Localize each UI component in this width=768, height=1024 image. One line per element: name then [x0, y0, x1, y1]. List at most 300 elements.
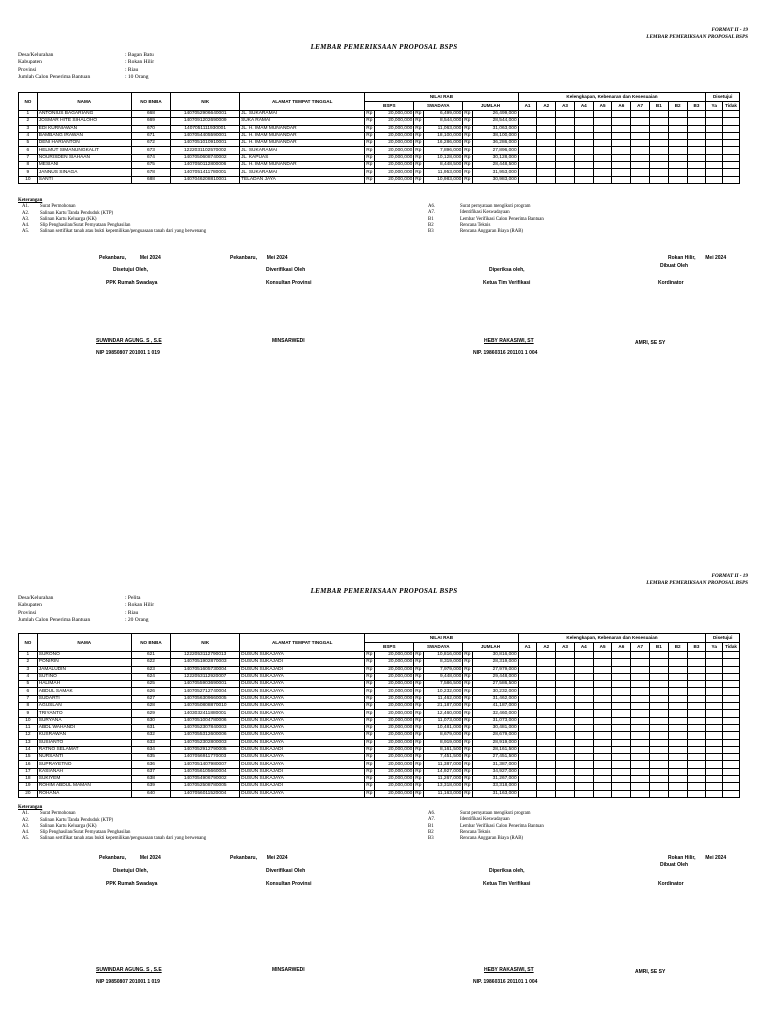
keterangan-text: Lembar Verifikasi Calon Penerima Bantuan [460, 216, 544, 222]
cell-nama: PONIRIN [37, 659, 131, 666]
cell-no: 10 [19, 176, 38, 183]
cell-currency: Rp [415, 111, 422, 117]
cell-alamat: DUSUN SUKAJAYA [240, 652, 365, 659]
diverifikasi-label: Diverifikasi Oleh [266, 868, 306, 874]
cell-check [518, 169, 537, 176]
cell-check [574, 761, 593, 768]
cell-check [556, 154, 575, 161]
cell-no: 17 [19, 768, 38, 775]
cell-no: 20 [19, 790, 38, 797]
cell-check [706, 169, 723, 176]
cell-check [706, 681, 723, 688]
cell-check [687, 111, 706, 118]
cell-currency: Rp [366, 659, 373, 665]
cell-check [723, 724, 740, 731]
cell-check [706, 717, 723, 724]
cell-check [537, 754, 556, 761]
konsultan-label: Konsultan Provinsi [266, 280, 312, 286]
cell-check [723, 111, 740, 118]
cell-check [612, 732, 631, 739]
cell-nama: TRIYANTO [37, 710, 131, 717]
cell-check [556, 132, 575, 139]
table-row [19, 169, 740, 176]
cell-bsps: 20,000,000 [374, 724, 414, 731]
cell-check [518, 132, 537, 139]
keterangan-code: A5. [22, 836, 30, 842]
signer-3-nip: NIP. 19860316 201101 1 004 [473, 350, 538, 356]
cell-check [706, 710, 723, 717]
cell-nama: DENI HARIANTON [37, 140, 131, 147]
cell-nik: 1407051902870003 [171, 659, 240, 666]
keterangan-code: A2. [22, 817, 30, 823]
col-no: NO [19, 634, 38, 652]
cell-no: 12 [19, 732, 38, 739]
cell-no: 11 [19, 724, 38, 731]
cell-bnba: 640 [131, 790, 171, 797]
cell-jumlah: 32,460,000 [472, 710, 518, 717]
cell-swadaya: 9,448,000 [423, 673, 463, 680]
cell-currency: Rp [415, 176, 422, 182]
location-info [18, 595, 154, 624]
cell-nik: 1407056309660005 [171, 695, 240, 702]
cell-check [631, 724, 650, 731]
cell-alamat: DUSUN SUKAJAYA [240, 732, 365, 739]
place-date-3: Rokan Hilir, Mei 2024 [668, 855, 727, 861]
diverifikasi-label: Diverifikasi Oleh [266, 267, 306, 273]
cell-check [593, 695, 612, 702]
cell-bnba: 621 [131, 652, 171, 659]
cell-currency: Rp [366, 761, 373, 767]
cell-check [668, 140, 687, 147]
cell-currency: Rp [366, 739, 373, 745]
keterangan-text: Lembar Verifikasi Calon Penerima Bantuan [460, 823, 544, 829]
col-swadaya: SWADAYA [414, 643, 463, 652]
cell-nik: 1407050608740002 [171, 154, 240, 161]
keterangan-code: A4. [22, 223, 30, 229]
cell-bnba: 631 [131, 724, 171, 731]
cell-nik: 1407056911770003 [171, 754, 240, 761]
cell-check [574, 673, 593, 680]
cell-bsps: 20,000,000 [374, 118, 414, 125]
cell-jumlah: 30,232,000 [472, 688, 518, 695]
cell-nama: BAMBANG IRAWAN [37, 132, 131, 139]
cell-check [706, 724, 723, 731]
cell-check [537, 652, 556, 659]
cell-check [518, 652, 537, 659]
cell-bnba: 630 [131, 717, 171, 724]
col-check: A7 [631, 102, 650, 111]
cell-nama: SUTINO [37, 673, 131, 680]
cell-bsps: 20,000,000 [374, 673, 414, 680]
cell-swadaya: 10,983,000 [423, 176, 463, 183]
cell-check [668, 132, 687, 139]
format-code: FORMAT II - 19 [711, 573, 748, 579]
info-row [18, 67, 154, 74]
col-no: NO [19, 93, 38, 111]
cell-check [537, 717, 556, 724]
cell-alamat: DUSUN SUKAJAYA [240, 710, 365, 717]
cell-currency: Rp [415, 169, 422, 175]
proposal-table [18, 92, 740, 184]
place-date-1: Pekanbaru, Mei 2024 [99, 255, 161, 261]
proposal-table [18, 633, 740, 798]
document-title: LEMBAR PEMERIKSAAN PROPOSAL BSPS [310, 43, 458, 51]
cell-check [668, 717, 687, 724]
cell-check [556, 746, 575, 753]
cell-bsps: 20,000,000 [374, 176, 414, 183]
cell-check [518, 176, 537, 183]
cell-currency: Rp [415, 162, 422, 168]
cell-currency: Rp [464, 754, 471, 760]
cell-alamat: JL. KAPUAS [240, 154, 365, 161]
cell-check [518, 688, 537, 695]
cell-bsps: 20,000,000 [374, 717, 414, 724]
cell-bsps: 20,000,000 [374, 790, 414, 797]
cell-check [649, 681, 668, 688]
cell-check [687, 140, 706, 147]
cell-check [706, 746, 723, 753]
cell-check [687, 746, 706, 753]
cell-check [556, 732, 575, 739]
cell-nik: 1222053112920007 [171, 673, 240, 680]
info-label: Desa/Kelurahan [18, 52, 54, 58]
cell-nik: 1403032411880001 [171, 710, 240, 717]
col-check: A4 [574, 102, 593, 111]
cell-jumlah: 28,448,500 [472, 162, 518, 169]
cell-currency: Rp [366, 732, 373, 738]
cell-check [723, 703, 740, 710]
keterangan-code: A2. [22, 210, 30, 216]
cell-check [649, 659, 668, 666]
cell-currency: Rp [415, 717, 422, 723]
col-check: B1 [649, 643, 668, 652]
cell-currency: Rp [464, 125, 471, 131]
cell-check [518, 710, 537, 717]
keterangan-text: Rencana Teknis [460, 222, 491, 228]
keterangan-heading: Keterangan [18, 198, 43, 203]
cell-check [687, 147, 706, 154]
cell-bnba: 678 [131, 169, 171, 176]
disetujui-label: Disetujui Oleh, [113, 868, 149, 874]
cell-no: 4 [19, 132, 38, 139]
table-row [19, 666, 740, 673]
cell-check [518, 761, 537, 768]
cell-currency: Rp [464, 710, 471, 716]
cell-bsps: 20,000,000 [374, 140, 414, 147]
cell-check [631, 176, 650, 183]
cell-check [574, 125, 593, 132]
cell-check [723, 681, 740, 688]
keterangan-text: Surat pernyataan mengikuti program [460, 811, 531, 816]
cell-check [668, 176, 687, 183]
cell-currency: Rp [415, 754, 422, 760]
cell-jumlah: 28,544,000 [472, 118, 518, 125]
cell-check [612, 790, 631, 797]
col-check: A7 [631, 643, 650, 652]
cell-no: 3 [19, 666, 38, 673]
cell-jumlah: 30,481,000 [472, 724, 518, 731]
cell-check [556, 125, 575, 132]
cell-bsps: 20,000,000 [374, 732, 414, 739]
cell-check [537, 724, 556, 731]
cell-nama: SANTI [37, 176, 131, 183]
cell-check [593, 673, 612, 680]
keterangan-text: Slip Penghasilan/Surat Pernyataan Penghasilan [40, 223, 131, 229]
cell-bsps: 20,000,000 [374, 768, 414, 775]
cell-swadaya: 11,953,000 [423, 169, 463, 176]
cell-check [649, 140, 668, 147]
cell-no: 7 [19, 695, 38, 702]
cell-jumlah: 28,919,000 [472, 739, 518, 746]
cell-currency: Rp [415, 768, 422, 774]
cell-nik: 1222053112790013 [171, 652, 240, 659]
cell-bnba: 639 [131, 783, 171, 790]
col-check: A5 [593, 643, 612, 652]
cell-currency: Rp [464, 703, 471, 709]
cell-no: 1 [19, 111, 38, 118]
cell-no: 5 [19, 681, 38, 688]
info-label: Provinsi [18, 66, 37, 73]
cell-check [668, 739, 687, 746]
cell-bsps: 20,000,000 [374, 154, 414, 161]
cell-check [518, 118, 537, 125]
cell-currency: Rp [415, 703, 422, 709]
cell-bsps: 20,000,000 [374, 652, 414, 659]
cell-currency: Rp [464, 162, 471, 168]
cell-no: 9 [19, 169, 38, 176]
cell-jumlah: 29,448,000 [472, 673, 518, 680]
cell-check [537, 132, 556, 139]
cell-currency: Rp [415, 681, 422, 687]
cell-nik: 1407052906640001 [171, 111, 240, 118]
cell-currency: Rp [415, 747, 422, 752]
cell-check [687, 790, 706, 797]
cell-check [537, 739, 556, 746]
cell-check [631, 652, 650, 659]
cell-check [687, 673, 706, 680]
diperiksa-label: Diperiksa oleh, [489, 868, 525, 874]
cell-check [631, 776, 650, 783]
table-row [19, 162, 740, 169]
keterangan-left [18, 198, 206, 236]
table-row [19, 688, 740, 695]
cell-check [593, 732, 612, 739]
cell-check [723, 169, 740, 176]
cell-check [687, 761, 706, 768]
table-row [19, 732, 740, 739]
cell-check [612, 739, 631, 746]
cell-check [612, 111, 631, 118]
cell-check [612, 125, 631, 132]
keterangan-code: B3 [428, 229, 434, 235]
cell-bnba: 622 [131, 659, 171, 666]
cell-check [612, 703, 631, 710]
info-value: : Rokan Hilir [125, 602, 155, 609]
cell-currency: Rp [415, 725, 422, 731]
cell-check [706, 147, 723, 154]
cell-check [574, 695, 593, 702]
cell-currency: Rp [464, 154, 471, 160]
cell-currency: Rp [415, 659, 422, 665]
cell-check [537, 666, 556, 673]
cell-nama: JAMALUDIN [37, 666, 131, 673]
cell-bnba: 672 [131, 140, 171, 147]
cell-check [537, 118, 556, 125]
table-row [19, 783, 740, 790]
cell-jumlah: 27,979,000 [472, 666, 518, 673]
cell-swadaya: 10,232,000 [423, 688, 463, 695]
info-row [18, 602, 154, 609]
cell-check [723, 162, 740, 169]
cell-jumlah: 30,816,000 [472, 652, 518, 659]
cell-check [574, 703, 593, 710]
cell-check [593, 688, 612, 695]
cell-no: 7 [19, 154, 38, 161]
cell-bsps: 20,000,000 [374, 147, 414, 154]
cell-check [649, 783, 668, 790]
cell-check [593, 659, 612, 666]
cell-no: 2 [19, 659, 38, 666]
keterangan-item [18, 229, 206, 235]
cell-bnba: 669 [131, 118, 171, 125]
document-title: LEMBAR PEMERIKSAAN PROPOSAL BSPS [310, 587, 458, 595]
cell-currency: Rp [366, 111, 373, 117]
place-date-1: Pekanbaru, Mei 2024 [99, 855, 161, 861]
col-jumlah: JUMLAH [463, 643, 518, 652]
cell-bnba: 624 [131, 673, 171, 680]
cell-check [687, 754, 706, 761]
info-label: Kabupaten [18, 602, 42, 609]
cell-check [593, 754, 612, 761]
cell-check [631, 111, 650, 118]
cell-check [649, 732, 668, 739]
cell-check [556, 169, 575, 176]
cell-check [706, 176, 723, 183]
col-bnba: NO BNBA [131, 93, 171, 111]
cell-check [518, 140, 537, 147]
cell-nik: 1407051111930001 [171, 125, 240, 132]
cell-check [723, 790, 740, 797]
cell-no: 16 [19, 761, 38, 768]
col-check: A2 [537, 102, 556, 111]
keterangan-code: A6. [428, 204, 436, 209]
cell-currency: Rp [366, 133, 373, 139]
table-row [19, 768, 740, 775]
cell-swadaya: 10,816,000 [423, 652, 463, 659]
col-check: A1 [518, 102, 537, 111]
cell-bnba: 627 [131, 695, 171, 702]
keterangan-text: Salinan Kartu Tanda Penduduk (KTP) [40, 210, 114, 216]
keterangan-text: Surat pernyataan mengikuti program [460, 204, 531, 209]
cell-check [556, 717, 575, 724]
cell-nama: ANTONIUS BAGARIANG [37, 111, 131, 118]
cell-nik: 1407055312600006 [171, 732, 240, 739]
cell-currency: Rp [464, 666, 471, 672]
cell-nama: SURYANA [37, 717, 131, 724]
cell-nik: 1407052712740004 [171, 688, 240, 695]
cell-nama: JOSMAR HITE SIHALOHO [37, 118, 131, 125]
signer-1-nip: NIP 19850807 201001 1 019 [96, 350, 160, 356]
cell-bsps: 20,000,000 [374, 681, 414, 688]
info-value: : Riau [125, 66, 139, 73]
cell-check [593, 118, 612, 125]
cell-check [537, 688, 556, 695]
cell-check [537, 783, 556, 790]
cell-check [668, 710, 687, 717]
cell-check [706, 776, 723, 783]
cell-currency: Rp [366, 681, 373, 687]
cell-swadaya: 11,267,000 [423, 776, 463, 783]
cell-nik: 1407056011520004 [171, 790, 240, 797]
cell-alamat: JL. SUKARAMAI [240, 169, 365, 176]
cell-alamat: DUSUN SUKAJAYA [240, 688, 365, 695]
cell-jumlah: 31,073,000 [472, 717, 518, 724]
cell-check [631, 125, 650, 132]
cell-check [631, 169, 650, 176]
cell-check [723, 710, 740, 717]
col-swadaya: SWADAYA [414, 102, 463, 111]
cell-check [631, 790, 650, 797]
cell-check [574, 739, 593, 746]
cell-check [556, 790, 575, 797]
col-alamat: ALAMAT TEMPAT TINGGAL [240, 634, 365, 652]
table-row [19, 790, 740, 797]
cell-no: 8 [19, 703, 38, 710]
cell-check [518, 666, 537, 673]
keterangan-code: A3. [22, 216, 30, 222]
cell-nama: MESIANI [37, 162, 131, 169]
cell-check [706, 132, 723, 139]
cell-check [518, 776, 537, 783]
cell-bsps: 20,000,000 [374, 703, 414, 710]
table-row [19, 125, 740, 132]
cell-check [687, 162, 706, 169]
cell-check [574, 154, 593, 161]
cell-check [649, 673, 668, 680]
table-row [19, 776, 740, 783]
cell-jumlah: 28,679,000 [472, 732, 518, 739]
table-row [19, 746, 740, 753]
cell-alamat: DUSUN SUKAJAYA [240, 695, 365, 702]
col-bsps: BSPS [365, 102, 414, 111]
cell-nik: 1407052302800003 [171, 739, 240, 746]
cell-check [593, 703, 612, 710]
cell-check [668, 761, 687, 768]
table-row [19, 132, 740, 139]
cell-swadaya: 11,462,000 [423, 695, 463, 702]
konsultan-label: Konsultan Provinsi [266, 881, 312, 887]
keterangan-item [428, 836, 544, 842]
disetujui-label: Disetujui Oleh, [113, 267, 149, 273]
cell-jumlah: 31,953,000 [472, 169, 518, 176]
cell-check [687, 118, 706, 125]
cell-swadaya: 8,319,000 [423, 659, 463, 666]
cell-nik: 1407051407980007 [171, 761, 240, 768]
cell-check [537, 673, 556, 680]
cell-check [593, 176, 612, 183]
cell-check [723, 147, 740, 154]
cell-check [612, 118, 631, 125]
cell-nama: ABDL WAHANDI [37, 724, 131, 731]
cell-jumlah: 31,462,000 [472, 695, 518, 702]
cell-check [706, 688, 723, 695]
cell-check [574, 147, 593, 154]
col-ya: Ya [706, 643, 723, 652]
cell-jumlah: 34,927,000 [472, 768, 518, 775]
cell-check [668, 154, 687, 161]
cell-no: 6 [19, 688, 38, 695]
cell-check [593, 125, 612, 132]
